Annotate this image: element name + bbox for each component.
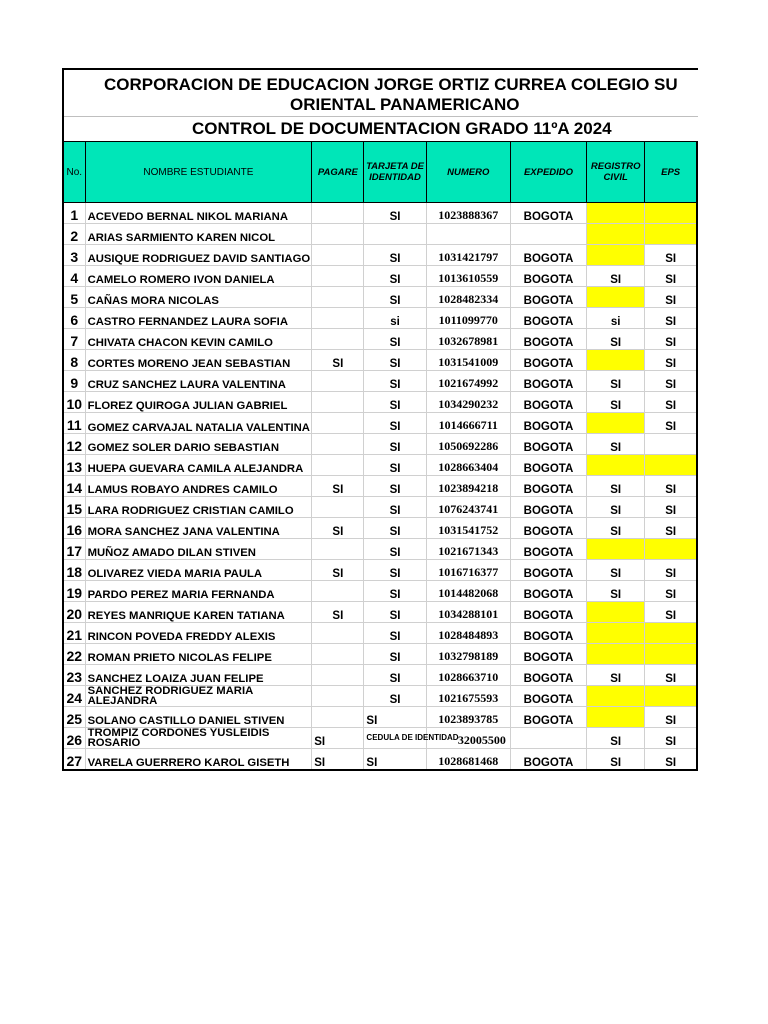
pagare-cell	[312, 581, 364, 602]
table-row	[63, 476, 697, 497]
row-number: 13	[63, 455, 85, 476]
tarjeta-cell: SI	[364, 371, 426, 392]
student-name: CORTES MORENO JEAN SEBASTIAN	[85, 350, 312, 371]
eps-cell: SI	[645, 518, 697, 539]
expedido-cell	[510, 728, 586, 749]
tarjeta-cell: SI	[364, 392, 426, 413]
registro-cell: SI	[587, 749, 645, 771]
pagare-cell	[312, 623, 364, 644]
student-name: MORA SANCHEZ JANA VALENTINA	[85, 518, 312, 539]
numero-cell: 1021671343	[426, 539, 510, 560]
eps-cell	[645, 434, 697, 455]
tarjeta-cell: SI	[364, 560, 426, 581]
numero-cell: 1021674992	[426, 371, 510, 392]
numero-cell: 1032798189	[426, 644, 510, 665]
eps-cell	[645, 455, 697, 476]
registro-cell: SI	[587, 266, 645, 287]
registro-cell: SI	[587, 329, 645, 350]
expedido-cell: BOGOTA	[510, 686, 586, 707]
numero-cell: 1031421797	[426, 245, 510, 266]
header-numero: NUMERO	[426, 142, 510, 203]
pagare-cell	[312, 497, 364, 518]
registro-cell	[587, 539, 645, 560]
institution-title-line1: CORPORACION DE EDUCACION JORGE ORTIZ CURREA COLEGIO SU	[104, 75, 678, 94]
row-number: 15	[63, 497, 85, 518]
tarjeta-cell: SI	[364, 329, 426, 350]
header-expedido: EXPEDIDO	[510, 142, 586, 203]
eps-cell	[645, 644, 697, 665]
tarjeta-cell: SI	[364, 266, 426, 287]
tarjeta-cell: SI	[364, 623, 426, 644]
eps-cell	[645, 623, 697, 644]
table-row	[63, 644, 697, 665]
eps-cell: SI	[645, 728, 697, 749]
numero-cell: 1028482334	[426, 287, 510, 308]
row-number: 2	[63, 224, 85, 245]
tarjeta-cell: SI	[364, 539, 426, 560]
table-row	[63, 623, 697, 644]
row-number: 20	[63, 602, 85, 623]
registro-cell	[587, 413, 645, 434]
tarjeta-cell: si	[364, 308, 426, 329]
pagare-cell: SI	[312, 350, 364, 371]
tarjeta-cell: SI	[364, 518, 426, 539]
student-name: CRUZ SANCHEZ LAURA VALENTINA	[85, 371, 312, 392]
numero-cell: 1021675593	[426, 686, 510, 707]
numero-cell: 1028663710	[426, 665, 510, 686]
pagare-cell	[312, 413, 364, 434]
student-name: LARA RODRIGUEZ CRISTIAN CAMILO	[85, 497, 312, 518]
tarjeta-cell: SI	[364, 203, 426, 224]
eps-cell: SI	[645, 245, 697, 266]
row-number: 16	[63, 518, 85, 539]
numero-cell: 1031541009	[426, 350, 510, 371]
tarjeta-cell: SI	[364, 665, 426, 686]
student-name: CASTRO FERNANDEZ LAURA SOFIA	[85, 308, 312, 329]
numero-cell: 1023888367	[426, 203, 510, 224]
table-row	[63, 686, 697, 707]
numero-cell: 1028663404	[426, 455, 510, 476]
student-name: PARDO PEREZ MARIA FERNANDA	[85, 581, 312, 602]
header-nombre: NOMBRE ESTUDIANTE	[85, 142, 312, 203]
expedido-cell: BOGOTA	[510, 560, 586, 581]
tarjeta-cell: SI	[364, 749, 426, 771]
eps-cell	[645, 539, 697, 560]
eps-cell	[645, 224, 697, 245]
tarjeta-cell	[364, 224, 426, 245]
expedido-cell: BOGOTA	[510, 476, 586, 497]
student-name	[85, 413, 312, 434]
expedido-cell: BOGOTA	[510, 203, 586, 224]
table-row	[63, 203, 697, 224]
student-name: SANCHEZ LOAIZA JUAN FELIPE	[85, 665, 312, 686]
header-registro: REGISTRO CIVIL	[587, 142, 645, 203]
tarjeta-cell: SI	[364, 350, 426, 371]
numero-cell: 1014482068	[426, 581, 510, 602]
pagare-cell	[312, 434, 364, 455]
expedido-cell: BOGOTA	[510, 497, 586, 518]
eps-cell: SI	[645, 308, 697, 329]
numero-cell: 1023893785	[426, 707, 510, 728]
student-name: LAMUS ROBAYO ANDRES CAMILO	[85, 476, 312, 497]
student-name: HUEPA GUEVARA CAMILA ALEJANDRA	[85, 455, 312, 476]
table-row	[63, 392, 697, 413]
expedido-cell: BOGOTA	[510, 350, 586, 371]
eps-cell: SI	[645, 287, 697, 308]
numero-cell: 1050692286	[426, 434, 510, 455]
tarjeta-cell: SI	[364, 602, 426, 623]
students-table-body	[63, 203, 697, 771]
header-row	[63, 142, 697, 203]
registro-cell: SI	[587, 392, 645, 413]
student-name: REYES MANRIQUE KAREN TATIANA	[85, 602, 312, 623]
expedido-cell: BOGOTA	[510, 665, 586, 686]
pagare-cell	[312, 539, 364, 560]
pagare-cell: SI	[312, 728, 364, 749]
registro-cell	[587, 623, 645, 644]
student-name: SOLANO CASTILLO DANIEL STIVEN	[85, 707, 312, 728]
table-row	[63, 581, 697, 602]
tarjeta-cell: CEDULA DE IDENTIDAD	[364, 728, 426, 749]
row-number: 24	[63, 686, 85, 707]
row-number: 11	[63, 413, 85, 434]
eps-cell: SI	[645, 350, 697, 371]
row-number: 22	[63, 644, 85, 665]
table-row	[63, 350, 697, 371]
student-name: ACEVEDO BERNAL NIKOL MARIANA	[85, 203, 312, 224]
student-name: MUÑOZ AMADO DILAN STIVEN	[85, 539, 312, 560]
expedido-cell: BOGOTA	[510, 749, 586, 771]
row-number: 7	[63, 329, 85, 350]
tarjeta-cell: SI	[364, 581, 426, 602]
pagare-cell	[312, 287, 364, 308]
student-name: GOMEZ SOLER DARIO SEBASTIAN	[85, 434, 312, 455]
eps-cell: SI	[645, 707, 697, 728]
numero-cell: 1011099770	[426, 308, 510, 329]
student-name: CAÑAS MORA NICOLAS	[85, 287, 312, 308]
expedido-cell: BOGOTA	[510, 392, 586, 413]
pagare-cell	[312, 644, 364, 665]
pagare-cell	[312, 308, 364, 329]
student-name: RINCON POVEDA FREDDY ALEXIS	[85, 623, 312, 644]
eps-cell	[645, 203, 697, 224]
pagare-cell	[312, 371, 364, 392]
pagare-cell: SI	[312, 476, 364, 497]
tarjeta-cell: SI	[364, 644, 426, 665]
students-table	[62, 141, 698, 771]
eps-cell: SI	[645, 413, 697, 434]
table-row	[63, 602, 697, 623]
header-pagare: PAGARE	[312, 142, 364, 203]
registro-cell	[587, 350, 645, 371]
eps-cell: SI	[645, 602, 697, 623]
student-name: CHIVATA CHACON KEVIN CAMILO	[85, 329, 312, 350]
table-row	[63, 518, 697, 539]
expedido-cell: BOGOTA	[510, 434, 586, 455]
table-row	[63, 665, 697, 686]
student-name: FLOREZ QUIROGA JULIAN GABRIEL	[85, 392, 312, 413]
document-subtitle: CONTROL DE DOCUMENTACION GRADO 11ºA 2024	[192, 119, 612, 138]
expedido-cell: BOGOTA	[510, 644, 586, 665]
student-name	[85, 728, 312, 749]
expedido-cell	[510, 224, 586, 245]
student-name: CAMELO ROMERO IVON DANIELA	[85, 266, 312, 287]
registro-cell	[587, 455, 645, 476]
table-row	[63, 560, 697, 581]
student-name-text: TROMPIZ CORDONES YUSLEIDIS ROSARIO	[87, 727, 270, 749]
table-row	[63, 728, 697, 749]
pagare-cell	[312, 686, 364, 707]
table-row	[63, 266, 697, 287]
numero-cell: 1028484893	[426, 623, 510, 644]
eps-cell: SI	[645, 665, 697, 686]
eps-cell: SI	[645, 371, 697, 392]
row-number: 4	[63, 266, 85, 287]
numero-cell: 1076243741	[426, 497, 510, 518]
table-row	[63, 224, 697, 245]
registro-cell	[587, 707, 645, 728]
registro-cell	[587, 224, 645, 245]
table-row	[63, 371, 697, 392]
table-row	[63, 434, 697, 455]
expedido-cell: BOGOTA	[510, 266, 586, 287]
registro-cell	[587, 287, 645, 308]
registro-cell: SI	[587, 560, 645, 581]
numero-cell	[426, 224, 510, 245]
eps-cell: SI	[645, 497, 697, 518]
expedido-cell: BOGOTA	[510, 308, 586, 329]
student-name	[85, 686, 312, 707]
pagare-cell	[312, 266, 364, 287]
registro-cell: SI	[587, 434, 645, 455]
eps-cell: SI	[645, 560, 697, 581]
registro-cell: SI	[587, 497, 645, 518]
tarjeta-cell: SI	[364, 686, 426, 707]
expedido-cell: BOGOTA	[510, 371, 586, 392]
student-name: ARIAS SARMIENTO KAREN NICOL	[85, 224, 312, 245]
expedido-cell: BOGOTA	[510, 581, 586, 602]
expedido-cell: BOGOTA	[510, 623, 586, 644]
tarjeta-cell: SI	[364, 455, 426, 476]
numero-cell: 1031541752	[426, 518, 510, 539]
table-row	[63, 455, 697, 476]
table-row	[63, 287, 697, 308]
registro-cell: SI	[587, 518, 645, 539]
numero-cell: 1034288101	[426, 602, 510, 623]
pagare-cell	[312, 245, 364, 266]
table-row	[63, 749, 697, 771]
eps-cell: SI	[645, 266, 697, 287]
header-no: No.	[63, 142, 85, 203]
pagare-cell	[312, 392, 364, 413]
tarjeta-cell: SI	[364, 497, 426, 518]
row-number: 5	[63, 287, 85, 308]
row-number: 19	[63, 581, 85, 602]
registro-cell	[587, 203, 645, 224]
row-number: 25	[63, 707, 85, 728]
row-number: 14	[63, 476, 85, 497]
pagare-cell: SI	[312, 749, 364, 771]
eps-cell: SI	[645, 581, 697, 602]
row-number: 10	[63, 392, 85, 413]
table-row	[63, 539, 697, 560]
tarjeta-cell: SI	[364, 434, 426, 455]
tarjeta-cell: SI	[364, 413, 426, 434]
document-sheet	[62, 68, 698, 771]
pagare-cell	[312, 665, 364, 686]
pagare-cell: SI	[312, 560, 364, 581]
pagare-cell	[312, 455, 364, 476]
row-number: 9	[63, 371, 85, 392]
numero-cell: 1016716377	[426, 560, 510, 581]
tarjeta-cell: SI	[364, 287, 426, 308]
institution-title-line2: ORIENTAL PANAMERICANO	[290, 95, 520, 114]
table-row	[63, 329, 697, 350]
row-number: 26	[63, 728, 85, 749]
expedido-cell: BOGOTA	[510, 539, 586, 560]
eps-cell: SI	[645, 749, 697, 771]
numero-cell: 1023894218	[426, 476, 510, 497]
student-name: AUSIQUE RODRIGUEZ DAVID SANTIAGO	[85, 245, 312, 266]
tarjeta-cell: SI	[364, 476, 426, 497]
expedido-cell: BOGOTA	[510, 245, 586, 266]
student-name: OLIVAREZ VIEDA MARIA PAULA	[85, 560, 312, 581]
student-name: ROMAN PRIETO NICOLAS FELIPE	[85, 644, 312, 665]
row-number: 17	[63, 539, 85, 560]
row-number: 27	[63, 749, 85, 771]
numero-cell: 1028681468	[426, 749, 510, 771]
institution-title	[64, 70, 698, 117]
row-number: 23	[63, 665, 85, 686]
expedido-cell: BOGOTA	[510, 707, 586, 728]
student-name-text: SANCHEZ RODRIGUEZ MARIA ALEJANDRA	[87, 685, 253, 707]
row-number: 1	[63, 203, 85, 224]
row-number: 18	[63, 560, 85, 581]
registro-cell	[587, 644, 645, 665]
pagare-cell	[312, 329, 364, 350]
table-row	[63, 497, 697, 518]
tarjeta-cell: SI	[364, 707, 426, 728]
table-row	[63, 308, 697, 329]
row-number: 8	[63, 350, 85, 371]
numero-cell: 1034290232	[426, 392, 510, 413]
expedido-cell: BOGOTA	[510, 413, 586, 434]
tarjeta-cell: SI	[364, 245, 426, 266]
pagare-cell	[312, 203, 364, 224]
numero-cell: 1014666711	[426, 413, 510, 434]
expedido-cell: BOGOTA	[510, 329, 586, 350]
registro-cell: SI	[587, 476, 645, 497]
row-number: 21	[63, 623, 85, 644]
registro-cell	[587, 245, 645, 266]
table-row	[63, 707, 697, 728]
row-number: 6	[63, 308, 85, 329]
registro-cell	[587, 686, 645, 707]
eps-cell	[645, 686, 697, 707]
title-block	[62, 68, 698, 141]
registro-cell: SI	[587, 665, 645, 686]
student-name-text: GOMEZ CARVAJAL NATALIA VALENTINA	[87, 422, 310, 434]
registro-cell: SI	[587, 728, 645, 749]
table-row	[63, 245, 697, 266]
expedido-cell: BOGOTA	[510, 518, 586, 539]
registro-cell: SI	[587, 371, 645, 392]
numero-cell: 32005500	[426, 728, 510, 749]
expedido-cell: BOGOTA	[510, 602, 586, 623]
registro-cell: si	[587, 308, 645, 329]
eps-cell: SI	[645, 392, 697, 413]
row-number: 12	[63, 434, 85, 455]
numero-cell: 1013610559	[426, 266, 510, 287]
row-number: 3	[63, 245, 85, 266]
eps-cell: SI	[645, 476, 697, 497]
pagare-cell: SI	[312, 602, 364, 623]
registro-cell	[587, 602, 645, 623]
numero-cell: 1032678981	[426, 329, 510, 350]
eps-cell: SI	[645, 329, 697, 350]
pagare-cell	[312, 707, 364, 728]
pagare-cell	[312, 224, 364, 245]
registro-cell: SI	[587, 581, 645, 602]
pagare-cell: SI	[312, 518, 364, 539]
student-name: VARELA GUERRERO KAROL GISETH	[85, 749, 312, 771]
header-eps: EPS	[645, 142, 697, 203]
expedido-cell: BOGOTA	[510, 287, 586, 308]
expedido-cell: BOGOTA	[510, 455, 586, 476]
header-tarjeta: TARJETA DE IDENTIDAD	[364, 142, 426, 203]
table-row	[63, 413, 697, 434]
